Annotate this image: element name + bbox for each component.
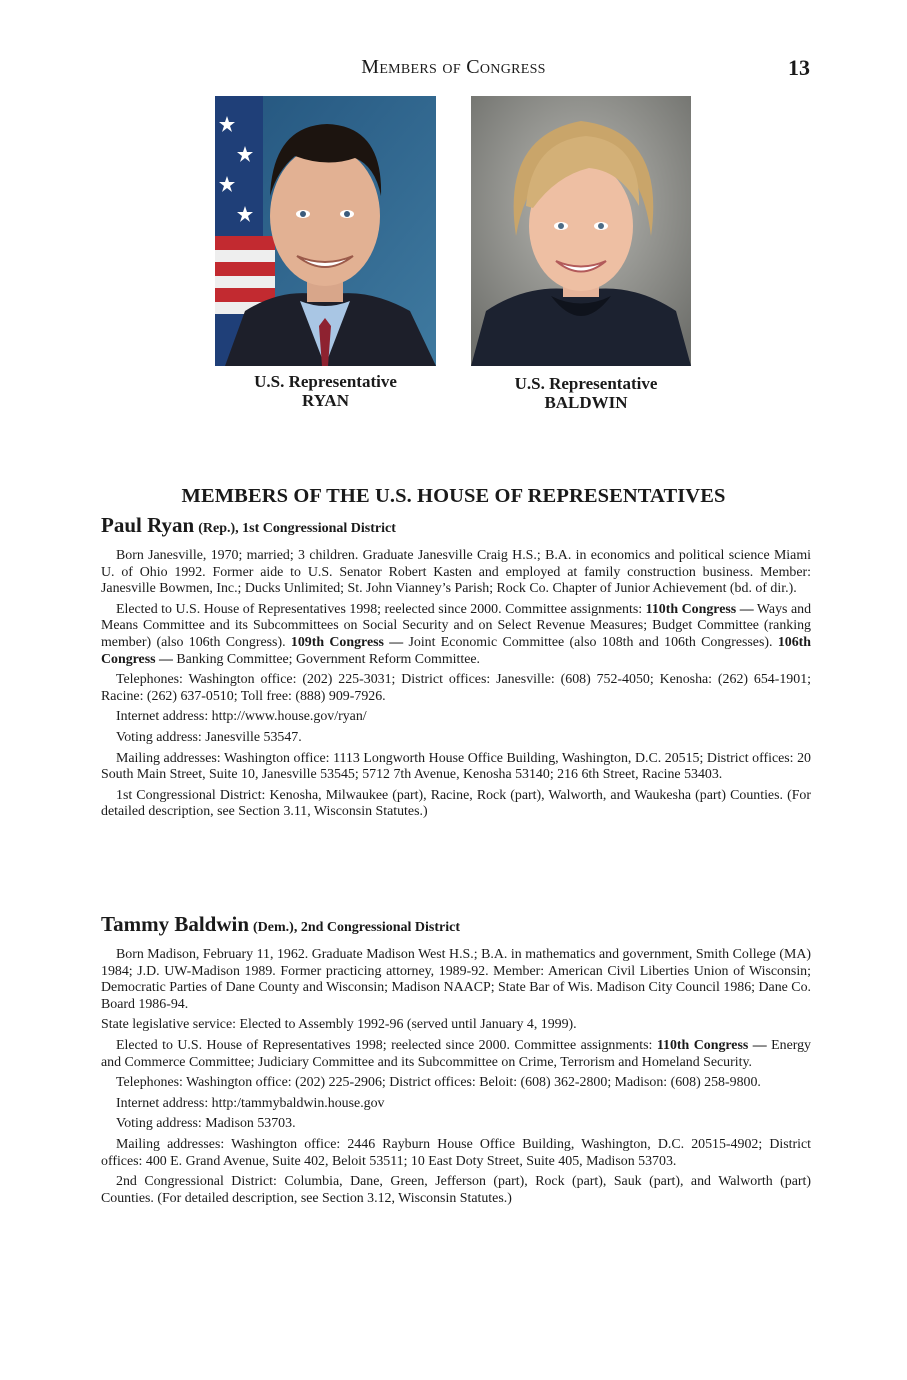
caption-ryan: [215, 372, 436, 410]
caption-ryan-title: U.S. Representative: [254, 372, 397, 391]
committee-106-text: Banking Committee; Government Reform Committee.: [176, 651, 481, 667]
committee-110-label: 110th Congress —: [645, 601, 754, 617]
member-bio: Born Janesville, 1970; married; 3 children. Graduate Janesville Craig H.S.; B.A. in economics and political science Miami U. of Ohio 1992. Former aide to U.S. Senator Robert Kasten and employed at family construction business. Member: Janesville Bowmen, Inc.; Ducks Unlimited; St. John Vianney’s Parish; Rock Co. Chapter of Junior Achievement (bd. of dir.).: [101, 548, 811, 597]
member-heading: [101, 512, 811, 542]
member-committees: [101, 1038, 811, 1071]
portrait-ryan-image: [215, 96, 436, 366]
portrait-baldwin-image: [471, 96, 691, 366]
photo-ryan: [215, 96, 436, 366]
member-party-district: (Rep.), 1st Congressional District: [198, 521, 396, 536]
member-mailing: Mailing addresses: Washington office: 2446 Rayburn House Office Building, Washington, D.C. 20515-4902; District offices: 400 E. Grand Avenue, Suite 402, Beloit 53511; 10 East Doty Street, Suite 405, Madison 53703.: [101, 1136, 811, 1169]
member-name: Tammy Baldwin: [101, 912, 250, 936]
member-voting: Voting address: Madison 53703.: [116, 1116, 296, 1132]
member-district: 1st Congressional District: Kenosha, Milwaukee (part), Racine, Rock (part), Walworth, and Waukesha (part) Counties. (For detailed description, see Section 3.11, Wisconsin Statutes.): [101, 787, 811, 820]
caption-baldwin-title: U.S. Representative: [514, 374, 658, 393]
committees-intro: Elected to U.S. House of Representatives 1998; reelected since 2000. Committee assignments:: [116, 601, 643, 617]
member-entry-ryan: [101, 512, 811, 825]
committee-110-label: 110th Congress —: [656, 1037, 767, 1053]
member-mailing: Mailing addresses: Washington office: 1113 Longworth House Office Building, Washington, D.C. 20515; District offices: 20 South Main Street, Suite 10, Janesville 53545; 5712 7th Avenue, Kenosha 53140; 216 6th Street, Racine 53403.: [101, 750, 811, 783]
member-voting: Voting address: Janesville 53547.: [116, 729, 302, 745]
page-number: 13: [788, 55, 810, 80]
caption-baldwin: [471, 374, 701, 412]
caption-ryan-name: RYAN: [302, 391, 349, 410]
member-telephones: Telephones: Washington office: (202) 225-3031; District offices: Janesville: (608) 752-4050; Kenosha: (262) 654-1901; Racine: (262) 637-0510; Toll free: (888) 909-7926.: [101, 672, 811, 704]
member-district: 2nd Congressional District: Columbia, Dane, Green, Jefferson (part), Rock (part), Sauk (part), and Walworth (part) Counties. (For detailed description, see Section 3.12, Wisconsin Statutes.): [101, 1174, 811, 1206]
member-state-service: State legislative service: Elected to Assembly 1992-96 (served until January 4, 1999).: [101, 1017, 577, 1033]
running-head: Members of Congress: [361, 56, 546, 78]
committee-110-text: Ways and Means Committee and its Subcommittees on Social Security and on Select Revenue Measures; Budget Committee (ranking member) (also 106th Congress).: [101, 601, 812, 650]
photo-baldwin: [471, 96, 691, 366]
member-entry-baldwin: [101, 911, 811, 1211]
member-internet: Internet address: http://www.house.gov/ryan/: [116, 709, 367, 725]
member-bio: Born Madison, February 11, 1962. Graduate Madison West H.S.; B.A. in mathematics and government, Smith College (MA) 1984; J.D. UW-Madison 1989. Former practicing attorney, 1989-92. Member: American Civil Liberties Union of Wisconsin; Democratic Parties of Dane County and Wisconsin; Madison NAACP; State Bar of Wis. Madison City Council 1986; Dane Co. Board 1986-94.: [101, 947, 811, 1012]
section-title: MEMBERS OF THE U.S. HOUSE OF REPRESENTATIVES: [181, 485, 726, 507]
member-telephones: Telephones: Washington office: (202) 225-2906; District offices: Beloit: (608) 362-2800; Madison: (608) 258-9800.: [116, 1075, 761, 1091]
member-internet: Internet address: http:/tammybaldwin.house.gov: [116, 1095, 385, 1111]
committees-intro: Elected to U.S. House of Representatives 1998; reelected since 2000. Committee assignments:: [116, 1037, 653, 1053]
committee-106-label: 106th Congress —: [101, 634, 811, 667]
member-committees: [101, 602, 811, 668]
member-heading: [101, 911, 811, 941]
committee-109-label: 109th Congress —: [290, 634, 404, 650]
caption-baldwin-name: BALDWIN: [544, 393, 628, 412]
member-name: Paul Ryan: [101, 513, 195, 537]
committee-109-text: Joint Economic Committee (also 108th and 106th Congresses).: [408, 634, 773, 650]
member-party-district: (Dem.), 2nd Congressional District: [253, 920, 461, 935]
committee-110-text: Energy and Commerce Committee; Judiciary Committee and its Subcommittee on Crime, Terrorism and Homeland Security.: [101, 1037, 812, 1070]
